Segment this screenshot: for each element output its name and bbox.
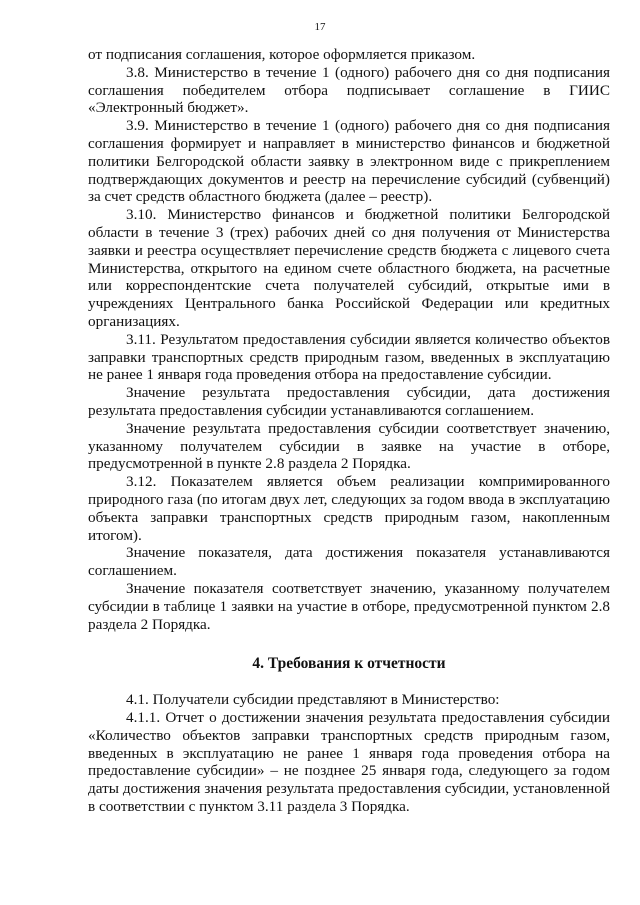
paragraphs-top bbox=[88, 46, 610, 633]
paragraph: 3.10. Министерство финансов и бюджетной политики Белгородской области в течение 3 (трех) рабочих дней со дня получения от Министерства заявки и реестра осуществляет перечисление средств бюджета с лицевого счета Министерства, открытого на едином счете областного бюджета, на расчетные или корреспондентские счета получателей субсидий, открытые ими в учреждениях Центрального банка Российской Федерации или кредитных организациях. bbox=[88, 206, 610, 330]
spacer bbox=[88, 633, 610, 655]
page-number: 17 bbox=[314, 21, 326, 33]
paragraph: 4.1.1. Отчет о достижении значения результата предоставления субсидии «Количество объектов заправки транспортных средств природным газом, введенных в эксплуатацию не ранее 1 января года проведения отбора на предоставление субсидии» – не позднее 25 января года, следующего за годом даты достижения значения результата предоставления субсидии, установленной в соответствии с пунктом 3.11 раздела 3 Порядка. bbox=[88, 709, 610, 816]
document-body bbox=[88, 46, 610, 816]
paragraph: от подписания соглашения, которое оформляется приказом. bbox=[88, 46, 476, 63]
paragraph: Значение результата предоставления субсидии соответствует значению, указанному получателем субсидии в заявке на участие в отборе, предусмотренной в пункте 2.8 раздела 2 Порядка. bbox=[88, 419, 610, 473]
paragraph: 3.8. Министерство в течение 1 (одного) рабочего дня со дня подписания соглашения победителем отбора подписывает соглашение в ГИИС «Электронный бюджет». bbox=[88, 63, 610, 117]
paragraphs-bottom bbox=[88, 691, 610, 816]
paragraph: 4.1. Получатели субсидии представляют в Министерство: bbox=[126, 691, 500, 709]
spacer bbox=[88, 673, 610, 691]
paragraph: Значение показателя соответствует значению, указанному получателем субсидии в таблице 1 заявки на участие в отборе, предусмотренной пунктом 2.8 раздела 2 Порядка. bbox=[88, 579, 610, 633]
paragraph: Значение показателя, дата достижения показателя устанавливаются соглашением. bbox=[88, 544, 610, 580]
section-heading: 4. Требования к отчетности bbox=[252, 655, 446, 673]
paragraph: 3.11. Результатом предоставления субсидии является количество объектов заправки транспортных средств природным газом, введенных в эксплуатацию не ранее 1 января года проведения отбора на предоставление субсидии. bbox=[88, 330, 610, 384]
paragraph: 3.12. Показателем является объем реализации компримированного природного газа (по итогам двух лет, следующих за годом ввода в эксплуатацию объекта заправки транспортных средств природным газом, накопленным итогом). bbox=[88, 473, 610, 544]
paragraph: 3.9. Министерство в течение 1 (одного) рабочего дня со дня подписания соглашения формирует и направляет в министерство финансов и бюджетной политики Белгородской области заявку в электронном виде с прикреплением подтверждающих документов и реестр на перечисление субсидий (субвенций) за счет средств областного бюджета (далее – реестр). bbox=[88, 117, 610, 206]
paragraph: Значение результата предоставления субсидии, дата достижения результата предоставления субсидии устанавливаются соглашением. bbox=[88, 384, 610, 419]
